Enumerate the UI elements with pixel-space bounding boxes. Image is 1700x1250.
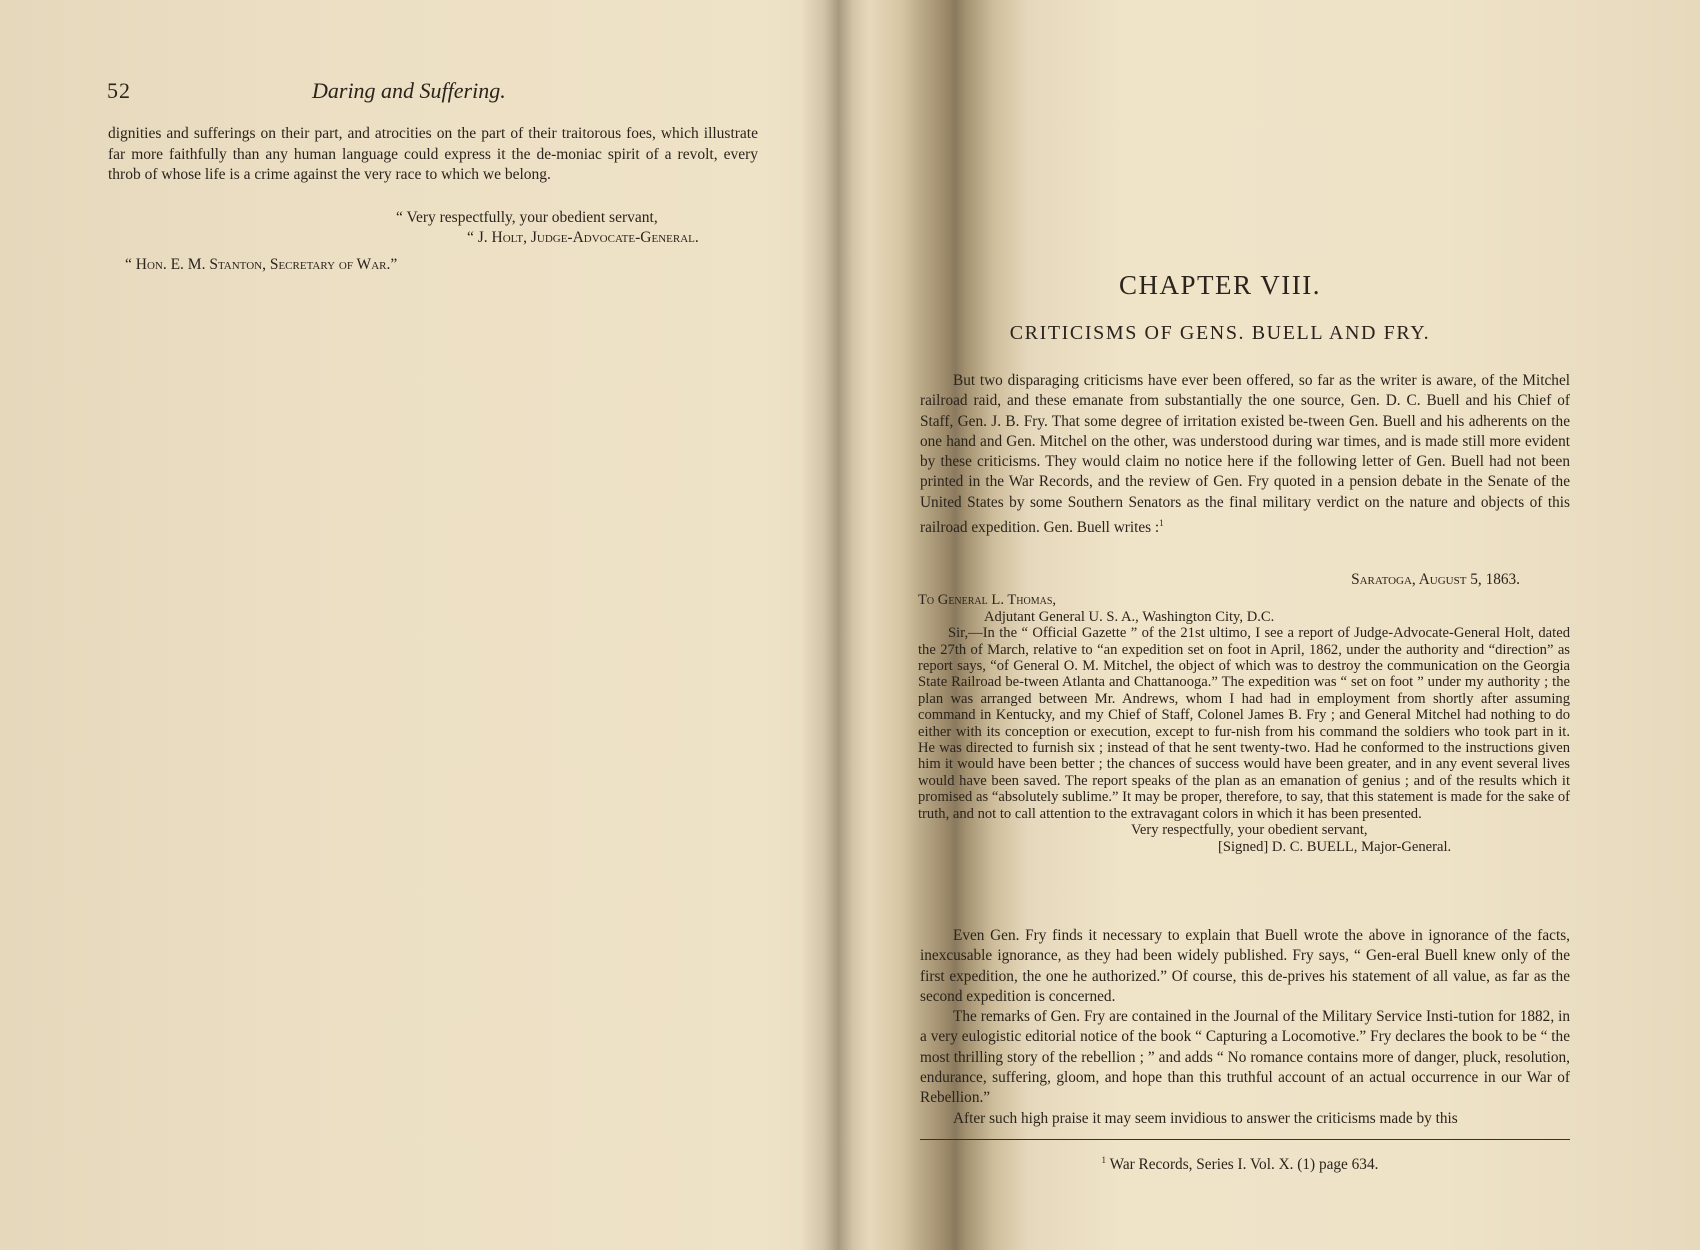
- paragraph: After such high praise it may seem invidious to answer the criticisms made by this: [953, 1109, 1458, 1127]
- page-number: 52: [107, 78, 131, 103]
- left-paragraph: dignities and sufferings on their part, and atrocities on the part of their traitorous foes, which illustrate far more faithfully than any human language could express it the de-moniac spirit of a revolt, every throb of whose life is a crime against the very race to which we belong.: [108, 125, 758, 183]
- right-page: [860, 0, 1700, 1250]
- footnote-marker: 1: [1159, 518, 1164, 529]
- intro-section: [920, 371, 1570, 538]
- quoted-letter: [918, 572, 1570, 855]
- paragraph: The remarks of Gen. Fry are contained in the Journal of the Military Service Insti-tution for 1882, in a very eulogistic editorial notice of the book “ Capturing a Locomotive.” Fry declares the book to be “ the most thrilling story of the rebellion ; ” and adds “ No romance contains more of danger, pluck, resolution, endurance, suffering, gloom, and hope than this truthful account of an actual occurrence in our War of Rebellion.”: [920, 1008, 1570, 1107]
- footnote: [860, 1155, 1620, 1174]
- footnote-text: War Records, Series I. Vol. X. (1) page 634.: [1109, 1156, 1379, 1174]
- left-addressee: “ Hon. E. M. Stanton, Secretary of War.”: [125, 256, 398, 273]
- chapter-title: CHAPTER VIII.: [1118, 270, 1321, 300]
- letter-dateline: Saratoga, August 5, 1863.: [1351, 571, 1520, 588]
- letter-address-line-1: To General L. Thomas,: [918, 592, 1057, 609]
- footnote-rule: [920, 1139, 1570, 1140]
- left-page: [0, 0, 800, 1250]
- paragraph: Even Gen. Fry finds it necessary to explain that Buell wrote the above in ignorance of the facts, inexcusable ignorance, as they had been widely published. Fry says, “ Gen-eral Buell knew only of the first expedition, the one he authorized.” Of course, this de-prives his statement of all value, as far as the second expedition is concerned.: [920, 927, 1570, 1005]
- intro-paragraph-text: But two disparaging criticisms have ever been offered, so far as the writer is aware, of the Mitchel railroad raid, and these emanate from substantially the one source, Gen. D. C. Buell and his Chief of Staff, Gen. J. B. Fry. That some degree of irritation existed be-tween Gen. Buell and his adherents on the one hand and Gen. Mitchel on the other, was understood during war times, and is made still more evident by these criticisms. They would claim no notice here if the following letter of Gen. Buell had not been printed in the War Records, and the review of Gen. Fry quoted in a pension debate in the Senate of the United States by some Southern Senators as the final military verdict on the nature and objects of this railroad expedition. Gen. Buell writes :: [920, 372, 1570, 537]
- intro-paragraph: [920, 371, 1570, 538]
- footnote-number: 1: [1101, 1155, 1107, 1165]
- chapter-subtitle: CRITICISMS OF GENS. BUELL AND FRY.: [1009, 322, 1431, 344]
- after-letter-section: [920, 926, 1570, 1129]
- letter-signature: [Signed] D. C. BUELL, Major-General.: [1218, 838, 1452, 855]
- running-head: [107, 78, 757, 108]
- left-signature: “ J. Holt, Judge-Advocate-General.: [467, 229, 699, 246]
- letter-closing: Very respectfully, your obedient servant,: [1131, 822, 1368, 839]
- running-title: Daring and Suffering.: [312, 78, 506, 103]
- letter-address-line-2: Adjutant General U. S. A., Washington City, D.C.: [984, 608, 1275, 625]
- left-body-text: [108, 124, 758, 186]
- letter-body: Sir,—In the “ Official Gazette ” of the 21st ultimo, I see a report of Judge-Advocate-General Holt, dated the 27th of March, relative to “an expedition set on foot in April, 1862, under the authority and “direction” as report says, “of General O. M. Mitchel, the object of which was to destroy the communication on the Georgia State Railroad be-tween Atlanta and Chattanooga.” The expedition was “ set on foot ” under my authority ; the plan was arranged between Mr. Andrews, whom I had had in employment from shortly after assuming command in Kentucky, and my Chief of Staff, Colonel James B. Fry ; and General Mitchel had nothing to do either with its conception or execution, except to fur-nish from his command the soldiers who took part in it. He was directed to furnish six ; instead of that he sent twenty-two. Had he conformed to the instructions given him it would have been better ; the chances of success would have been greater, and in any event several lives would have been saved. The report speaks of the plan as an emanation of genius ; and of the results which it promised as “absolutely sublime.” It may be proper, therefore, to say, that this statement is made for the sake of truth, and not to call attention to the extravagant colors in which it has been presented.: [918, 625, 1570, 822]
- left-closing: “ Very respectfully, your obedient servant,: [396, 209, 658, 226]
